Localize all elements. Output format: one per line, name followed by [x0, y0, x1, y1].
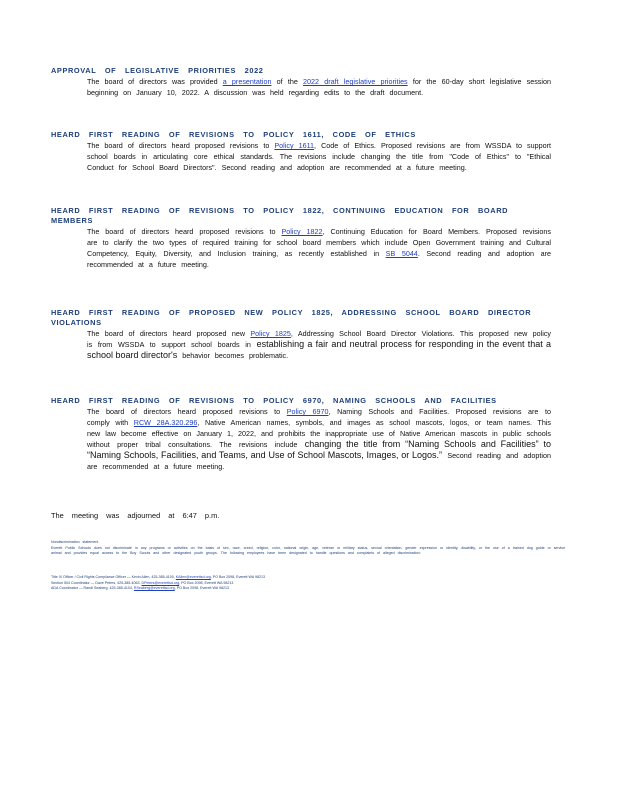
section-body	[87, 328, 551, 361]
adjournment-text: The meeting was adjourned at 6:47 p.m.	[51, 511, 220, 520]
body-text: , Code of Ethics. Proposed revisions are from WSSDA to support school boards in articulating core ethical standards. The revisions include changing the title from "Code of Ethics" to "Ethical Conduct for School Board Directors". Second reading and adoption are recommended at a future meeting.	[87, 141, 552, 172]
body-text: behavior becomes problematic.	[182, 351, 289, 360]
body-text: The board of directors heard proposed revisions to	[87, 227, 276, 236]
contact-list	[51, 575, 571, 592]
body-text: , Naming Schools and Facilities. Proposed revisions are to comply with	[87, 407, 551, 427]
policy-1822-link[interactable]: Policy 1822	[281, 227, 323, 236]
section-body	[87, 76, 551, 98]
body-text: for the 60-day short legislative session beginning on January 10, 2022. A discussion was held regarding edits to the draft document.	[87, 77, 551, 97]
section-body	[87, 140, 551, 173]
section-heading: HEARD FIRST READING OF PROPOSED NEW POLICY 1825, ADDRESSING SCHOOL BOARD DIRECTOR VIOLATIONS	[51, 308, 540, 327]
section-policy-1822	[51, 206, 551, 270]
legislative-priorities-link[interactable]: 2022 draft legislative priorities	[303, 77, 408, 86]
contact-address: , PO Box 2098, Everett WA 98213	[210, 575, 265, 579]
rcw-link[interactable]: RCW 28A.320.296	[133, 418, 198, 427]
contact-email-link[interactable]: KAllen@everettsd.org	[175, 575, 211, 579]
contact-row	[51, 586, 571, 592]
section-body	[87, 406, 551, 472]
section-policy-6970	[51, 396, 551, 472]
section-heading: HEARD FIRST READING OF REVISIONS TO POLICY 1822, CONTINUING EDUCATION FOR BOARD MEMBERS	[51, 206, 517, 225]
notice-title: Nondiscrimination statement	[51, 540, 99, 544]
body-text-large: changing the title from “Naming Schools and Facilities” to “Naming Schools, Facilities, and Teams, and Use of School Mascots, Images, or Logos.”	[87, 439, 552, 460]
body-text: , Addressing School Board Director Violations. This proposed new policy is from WSSDA to support school boards in	[87, 329, 552, 349]
section-policy-1825	[51, 308, 551, 361]
policy-6970-link[interactable]: Policy 6970	[286, 407, 329, 416]
contact-text: ADA Coordinator — Randi Seaberg, 425-385-4104,	[51, 586, 133, 591]
policy-1611-link[interactable]: Policy 1611	[274, 141, 315, 150]
notice-text: Everett Public Schools does not discriminate in any programs or activities on the basis of sex, race, creed, religion, color, national origin, age, veteran or military status, sexual orientation, gender expression or identity, disability, or the use of a trained dog guide or service animal and provides equal access to the Boy Scouts and other designated youth groups. The following employees have been designated to handle questions and complaints of alleged discrimination:	[51, 545, 566, 556]
sb-5044-link[interactable]: SB 5044	[385, 249, 418, 258]
body-text: The board of directors heard proposed revisions to	[87, 407, 281, 416]
body-text: of the	[276, 77, 298, 86]
contact-text: Title IX Officer / Civil Rights Compliance Officer — Kevin Allen, 425-385-4100,	[51, 575, 175, 579]
body-text: , Continuing Education for Board Members. Proposed revisions are to clarify the two types of required training for school board members which include Open Government training and Cultural Competency, Equity, Diversity, and Inclusion training, as recently established in	[87, 227, 551, 258]
body-text: , Native American names, symbols, and images as school mascots, logos, or team names. This new law become effective on January 1, 2022, and prohibits the inappropriate use of Native American mascots in public schools without proper tribal consultations. The revisions include	[87, 418, 552, 449]
nondiscrimination-notice	[51, 540, 571, 557]
body-text-large: establishing a fair and neutral process for responding in the event that a school board director's	[87, 339, 551, 360]
body-text: . Second reading and adoption are recommended at a future meeting.	[87, 249, 551, 269]
contact-address: , PO Box 2098, Everett WA 98213	[174, 586, 229, 591]
presentation-link[interactable]: a presentation	[222, 77, 272, 86]
section-legislative-priorities	[51, 66, 551, 98]
body-text: The board of directors heard proposed revisions to	[87, 141, 270, 150]
contact-email-link[interactable]: RSeaberg@everettsd.org	[133, 586, 175, 591]
body-text: The board of directors was provided	[87, 77, 218, 86]
policy-1825-link[interactable]: Policy 1825	[250, 329, 291, 338]
contact-address: , PO Box 2098, Everett WA 98213	[179, 580, 234, 585]
section-heading: HEARD FIRST READING OF REVISIONS TO POLICY 1611, CODE OF ETHICS	[51, 130, 416, 139]
body-text: The board of directors heard proposed new	[87, 329, 246, 338]
section-policy-1611	[51, 130, 551, 173]
section-heading: APPROVAL OF LEGISLATIVE PRIORITIES 2022	[51, 66, 264, 75]
section-body	[87, 226, 551, 270]
contact-text: Section 504 Coordinator — Dave Peters, 425-385-4063,	[51, 580, 141, 585]
body-text: Second reading and adoption are recommended at a future meeting.	[87, 451, 552, 471]
section-heading: HEARD FIRST READING OF REVISIONS TO POLICY 6970, NAMING SCHOOLS AND FACILITIES	[51, 396, 497, 405]
contact-email-link[interactable]: DPeters@everettsd.org	[141, 580, 180, 585]
